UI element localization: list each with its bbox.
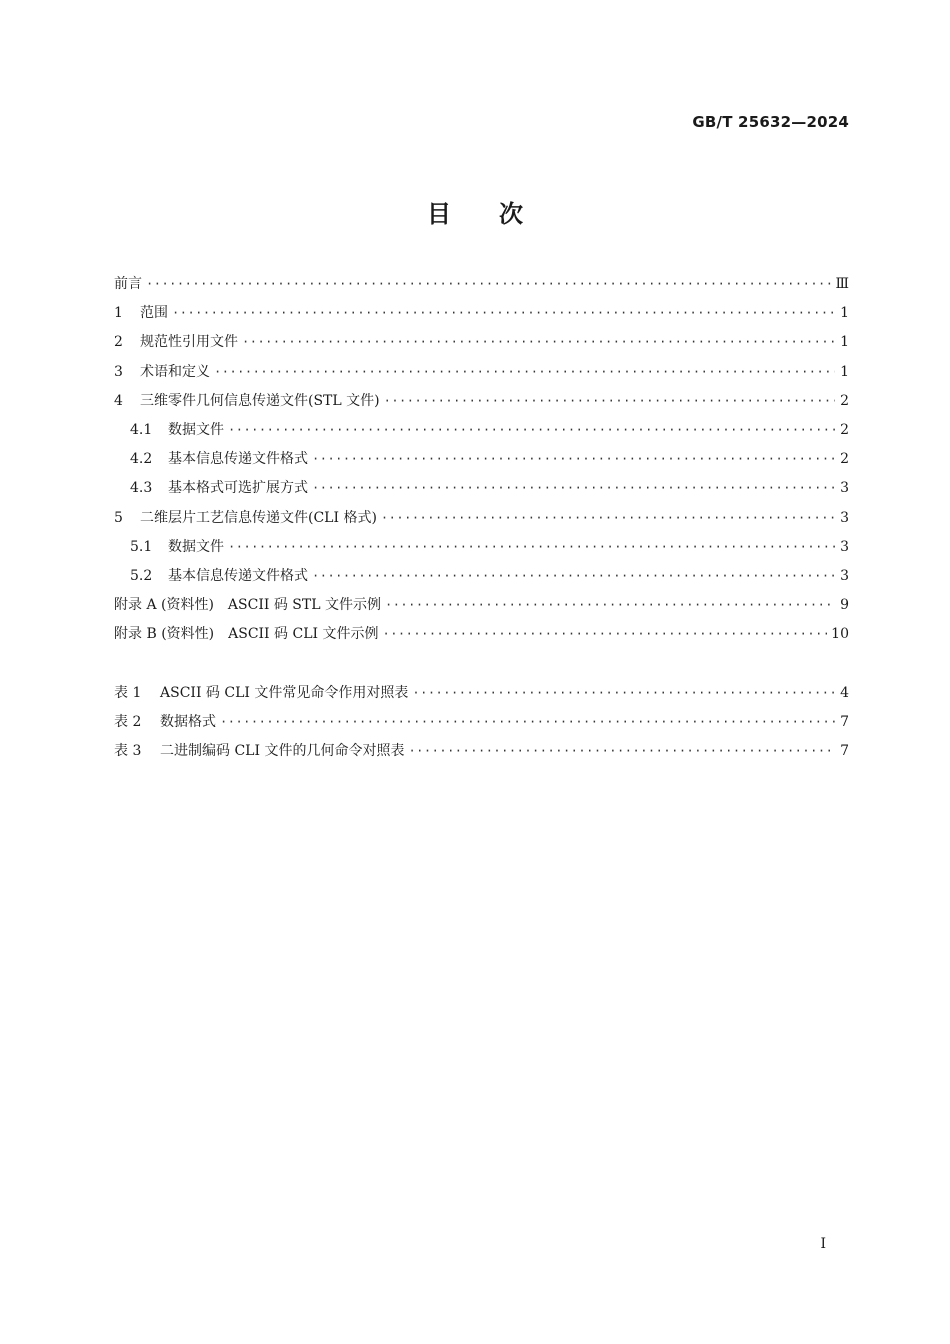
- toc-label: 基本格式可选扩展方式: [168, 480, 308, 497]
- toc-label: 规范性引用文件: [140, 334, 238, 351]
- toc-page: 2: [840, 392, 849, 409]
- toc-page: 1: [840, 334, 849, 351]
- toc-page: 3: [840, 480, 849, 497]
- toc-entry-annex-a[interactable]: [114, 591, 849, 620]
- toc-entry-5[interactable]: [114, 504, 849, 533]
- toc-list: [114, 270, 849, 649]
- dot-leader: [312, 445, 835, 474]
- toc-page: 3: [840, 509, 849, 526]
- toc-entry-1[interactable]: [114, 299, 849, 328]
- toc-entry-4-3[interactable]: [114, 474, 849, 503]
- toc-entry-5-2[interactable]: [114, 562, 849, 591]
- dot-leader: [381, 504, 835, 533]
- toc-label: 前言: [114, 276, 142, 292]
- toc-label: 三维零件几何信息传递文件(STL 文件): [140, 392, 380, 409]
- dot-leader: [382, 620, 827, 649]
- dot-leader: [385, 591, 835, 620]
- dot-leader: [312, 474, 835, 503]
- table-entry-1[interactable]: [114, 679, 849, 708]
- toc-page: 3: [840, 538, 849, 555]
- table-number: 表 1: [114, 685, 142, 701]
- dot-leader: [146, 270, 831, 299]
- dot-leader: [220, 708, 835, 737]
- toc-label: 基本信息传递文件格式: [168, 567, 308, 584]
- toc-label: 术语和定义: [140, 363, 210, 380]
- dot-leader: [408, 737, 835, 766]
- table-entry-2[interactable]: [114, 708, 849, 737]
- toc-label: 附录 A (资料性) ASCII 码 STL 文件示例: [114, 597, 381, 614]
- table-entry-3[interactable]: [114, 737, 849, 766]
- toc-entry-3[interactable]: [114, 358, 849, 387]
- dot-leader: [228, 416, 835, 445]
- toc-entry-4-1[interactable]: [114, 416, 849, 445]
- page-number: I: [820, 1236, 826, 1252]
- toc-entry-annex-b[interactable]: [114, 620, 849, 649]
- toc-page: 1: [840, 305, 849, 322]
- dot-leader: [172, 299, 835, 328]
- toc-entry-5-1[interactable]: [114, 533, 849, 562]
- toc-number: 4.2: [130, 451, 153, 468]
- table-label: 二进制编码 CLI 文件的几何命令对照表: [160, 743, 405, 760]
- toc-page: 3: [840, 567, 849, 584]
- toc-page: 9: [840, 597, 849, 614]
- toc-number: 4.1: [130, 421, 153, 438]
- toc-label: 范围: [140, 305, 168, 322]
- toc-label: 二维层片工艺信息传递文件(CLI 格式): [140, 509, 377, 526]
- toc-label: 附录 B (资料性) ASCII 码 CLI 文件示例: [114, 626, 379, 643]
- toc-number: 5: [114, 509, 123, 526]
- toc-number: 5.1: [130, 538, 153, 555]
- standard-code: GB/T 25632—2024: [692, 113, 849, 131]
- toc-number: 4: [114, 392, 123, 409]
- toc-entry-foreword[interactable]: [114, 270, 849, 299]
- dot-leader: [412, 679, 835, 708]
- table-label: ASCII 码 CLI 文件常见命令作用对照表: [160, 685, 409, 701]
- dot-leader: [242, 328, 835, 357]
- table-page: 7: [840, 714, 849, 731]
- toc-page: 2: [840, 421, 849, 438]
- dot-leader: [312, 562, 835, 591]
- dot-leader: [228, 533, 835, 562]
- toc-label: 基本信息传递文件格式: [168, 451, 308, 468]
- dot-leader: [214, 358, 835, 387]
- toc-label: 数据文件: [168, 538, 224, 555]
- table-number: 表 2: [114, 714, 142, 731]
- toc-page: Ⅲ: [835, 276, 849, 292]
- toc-entry-4-2[interactable]: [114, 445, 849, 474]
- toc-entry-4[interactable]: [114, 387, 849, 416]
- toc-number: 2: [114, 334, 123, 351]
- toc-page: 2: [840, 451, 849, 468]
- table-label: 数据格式: [160, 714, 216, 731]
- toc-number: 4.3: [130, 480, 153, 497]
- toc-page: 1: [840, 363, 849, 380]
- table-page: 7: [840, 743, 849, 760]
- toc-label: 数据文件: [168, 421, 224, 438]
- toc-number: 5.2: [130, 567, 153, 584]
- toc-number: 3: [114, 363, 123, 380]
- table-list: [114, 679, 849, 767]
- toc-entry-2[interactable]: [114, 328, 849, 357]
- table-number: 表 3: [114, 743, 142, 760]
- table-page: 4: [840, 685, 849, 701]
- toc-number: 1: [114, 305, 123, 322]
- toc-page: 10: [831, 626, 849, 643]
- page-title: 目次: [427, 200, 571, 228]
- dot-leader: [384, 387, 835, 416]
